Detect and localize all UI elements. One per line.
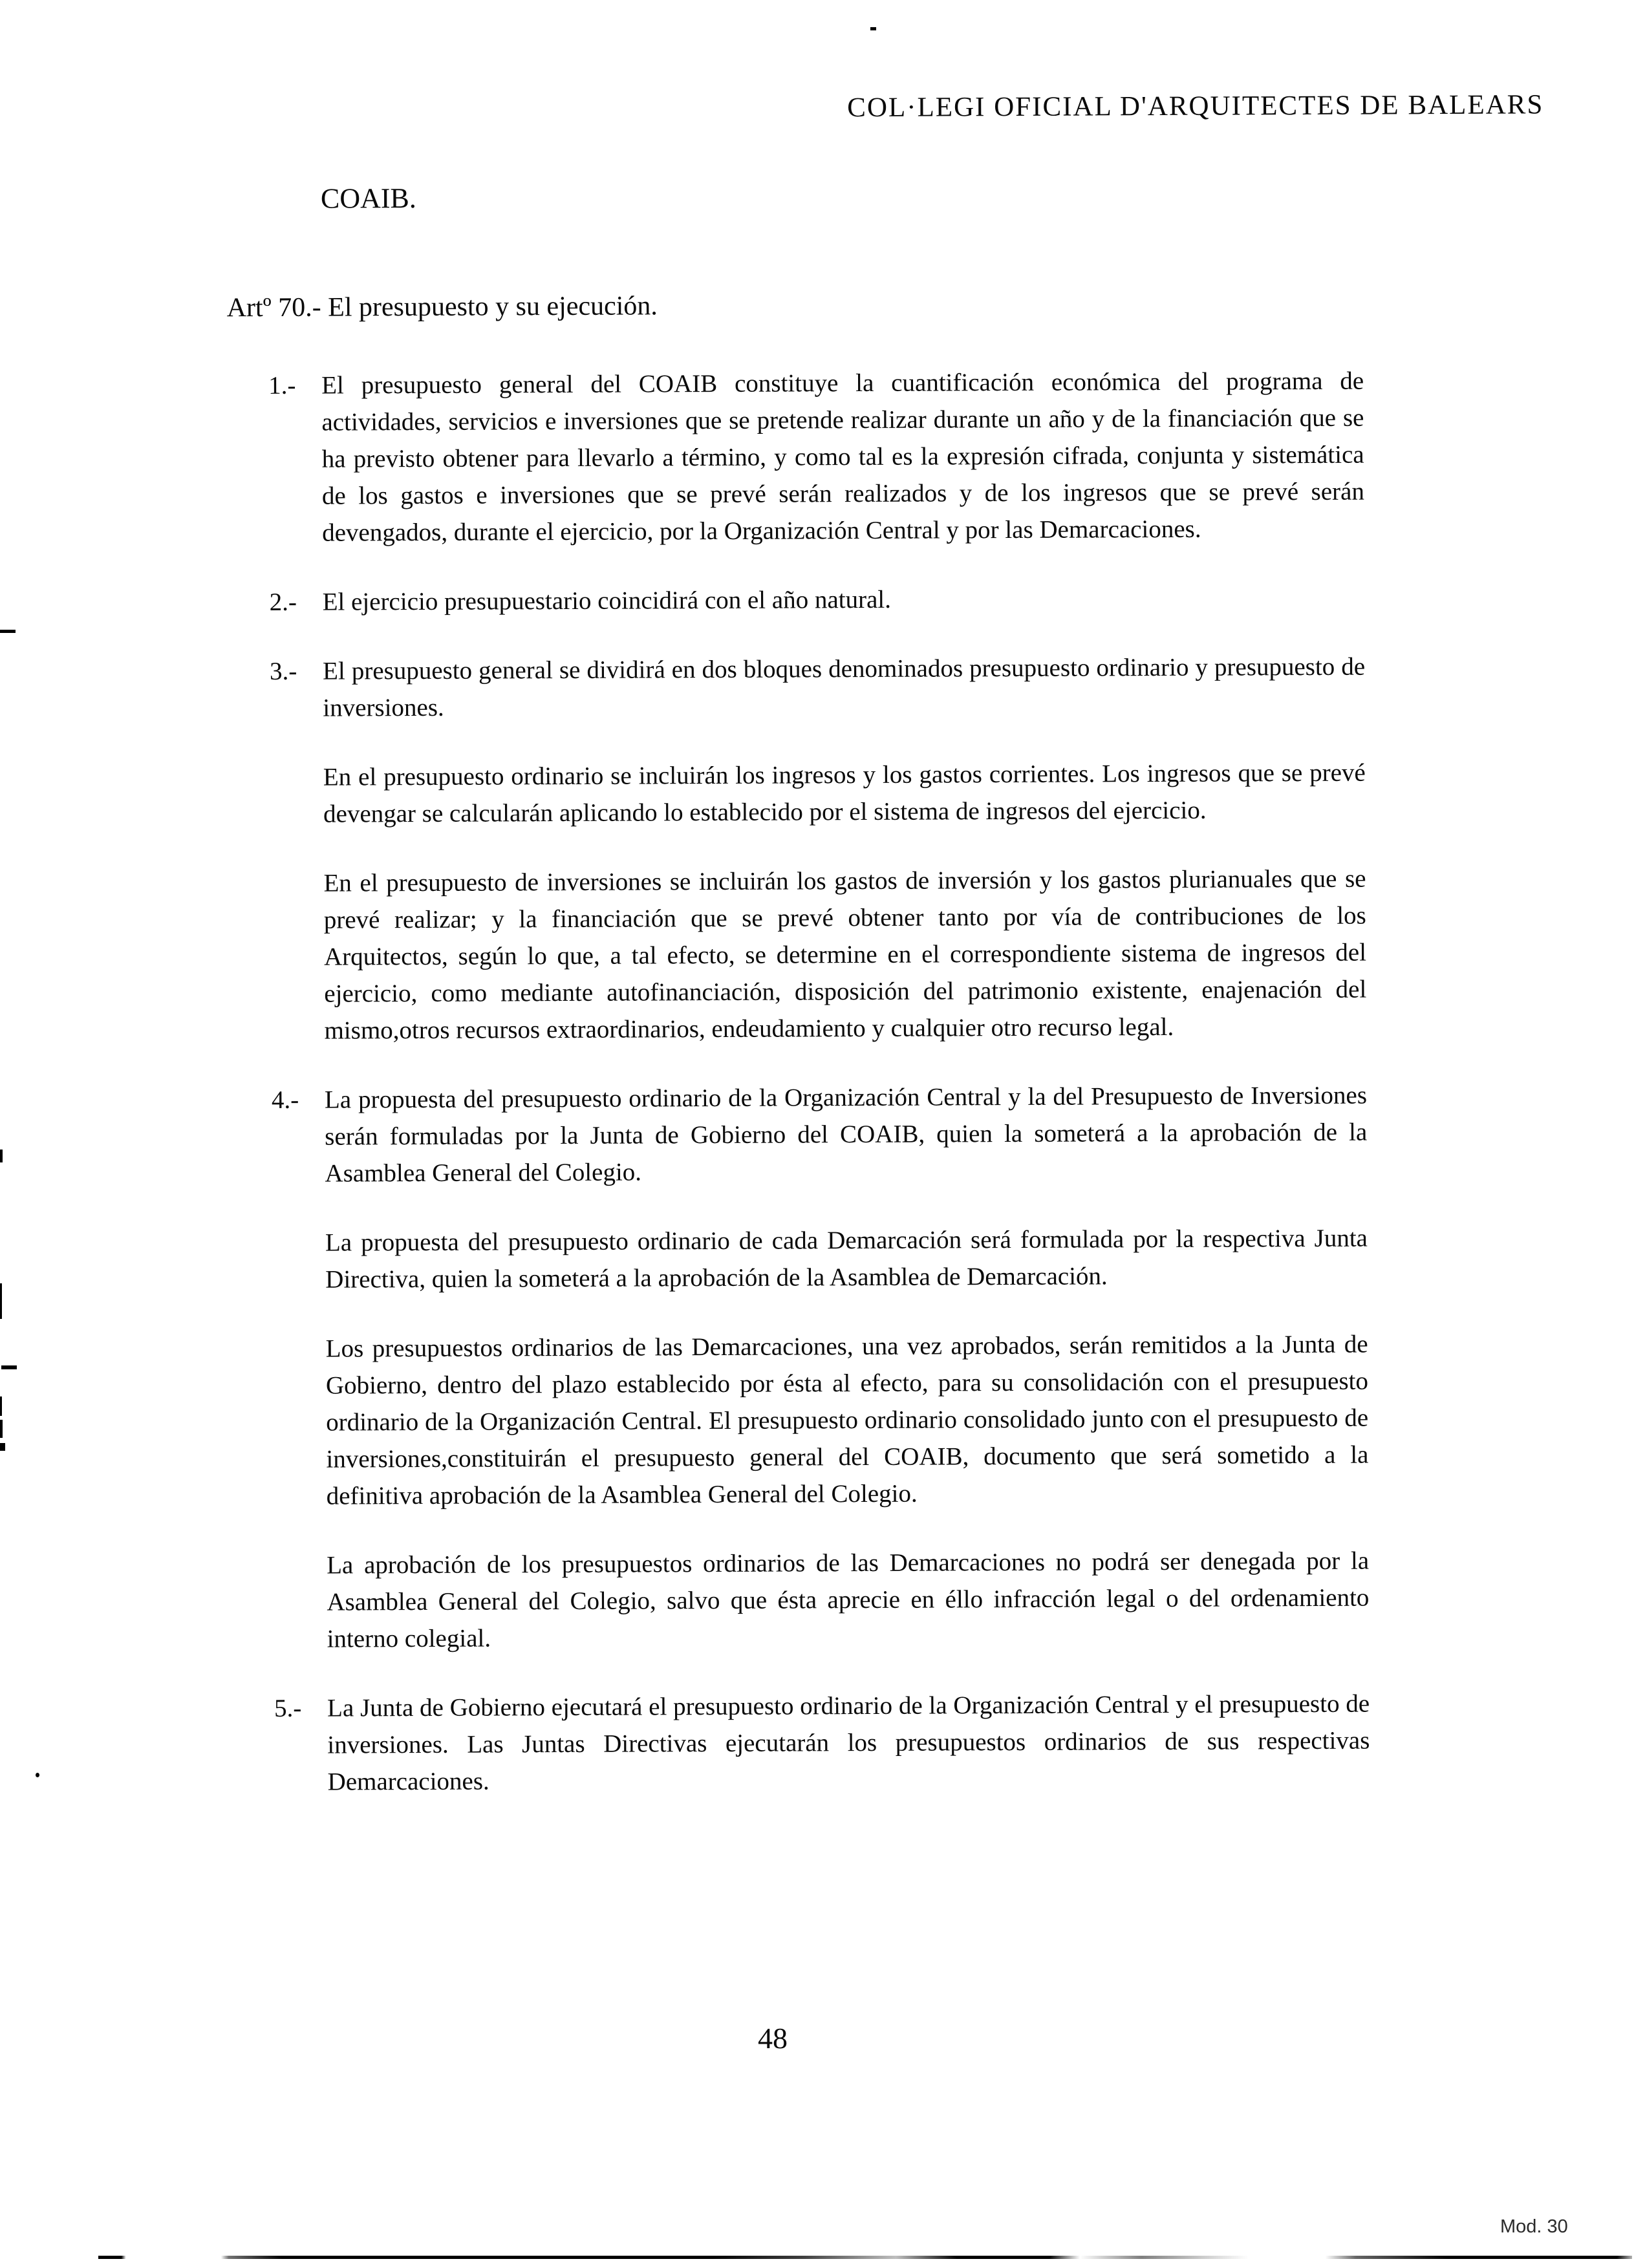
page-header-title: COL·LEGI OFICIAL D'ARQUITECTES DE BALEARS [847,89,1544,123]
scan-artifact [0,1396,2,1416]
item-number: 5.- [274,1694,302,1722]
list-item [270,648,1367,1049]
item-number: 4.- [271,1086,299,1114]
item-paragraphs [321,363,1364,551]
paragraph: La Junta de Gobierno ejecutará el presupuesto ordinario de la Organización Central y el presupuesto de inversiones. Las Juntas Directivas ejecutarán los presupuestos ordinarios de sus respectivas Demarcaciones. [327,1689,1370,1796]
paragraph: En el presupuesto ordinario se incluirán los ingresos y los gastos corrientes. Los ingresos que se prevé devengar se calcularán aplicando lo establecido por el sistema de ingresos del ejercicio. [323,758,1366,828]
list-item [270,579,1365,621]
scan-artifact [0,1420,3,1438]
list-item [268,363,1364,551]
bottom-rule [98,2256,1632,2259]
list-item [274,1685,1370,1801]
item-paragraphs [325,1077,1370,1658]
paragraph: El ejercicio presupuestario coincidirá con el año natural. [322,585,892,616]
item-paragraphs [323,648,1367,1049]
item-number: 3.- [270,657,297,686]
article-body [268,363,1370,1801]
paragraph: Los presupuestos ordinarios de las Demarcaciones, una vez aprobados, serán remitidos a la Junta de Gobierno, dentro del plazo establecido por ésta al efecto, para su consolidación con el presupuesto ordinario de la Organización Central. El presupuesto ordinario consolidado junto con el presupuesto de inversiones,constituirán el presupuesto general del COAIB, documento que será sometido a la definitiva aprobación de la Asamblea General del Colegio. [325,1330,1369,1510]
paragraph: La propuesta del presupuesto ordinario de cada Demarcación será formulada por la respectiva Junta Directiva, quien la someterá a la aprobación de la Asamblea de Demarcación. [325,1224,1368,1294]
form-model-label: Mod. 30 [1500,2216,1568,2237]
item-paragraphs [327,1685,1370,1801]
article-heading: Artº 70.- El presupuesto y su ejecución. [226,291,658,323]
scan-artifact [0,630,16,633]
item-number: 2.- [269,588,297,617]
paragraph: La propuesta del presupuesto ordinario de la Organización Central y la del Presupuesto de Inversiones serán formuladas por la Junta de Gobierno del COAIB, quien la someterá a la aprobación de la Asamblea General del Colegio. [324,1081,1368,1188]
page-number: 48 [758,2022,788,2055]
item-number: 1.- [268,371,296,400]
paragraph: La aprobación de los presupuestos ordinarios de las Demarcaciones no podrá ser denegada por la Asamblea General del Colegio, salvo que ésta aprecie en éllo infracción legal o del ordenamiento interno colegial. [327,1546,1370,1653]
paragraph: En el presupuesto de inversiones se incluirán los gastos de inversión y los gastos plurianuales que se prevé realizar; y la financiación que se prevé obtener tanto por vía de contribuciones de los Arquitectos, según lo que, a tal efecto, se determine en el correspondiente sistema de ingresos del ejercicio, como mediante autofinanciación, disposición del patrimonio existente, enajenación del mismo,otros recursos extraordinarios, endeudamiento y cualquier otro recurso legal. [323,864,1367,1045]
list-item [272,1077,1370,1658]
scan-artifact [0,1150,3,1162]
paragraph: El presupuesto general se dividirá en dos bloques denominados presupuesto ordinario y presupuesto de inversiones. [323,652,1366,722]
scan-artifact [36,1773,39,1777]
scan-artifact [870,27,876,30]
item-paragraphs [323,579,1365,621]
paragraph: El presupuesto general del COAIB constituye la cuantificación económica del programa de actividades, servicios e inversiones que se pretende realizar durante un año y de la financiación que se ha previsto obtener para llevarlo a término, y como tal es la expresión cifrada, conjunta y sistemática de los gastos e inversiones que se prevé serán realizados y de los ingresos que se prevé serán devengados, durante el ejercicio, por la Organización Central y por las Demarcaciones. [321,367,1365,547]
scan-artifact [0,1283,2,1319]
org-abbreviation: COAIB. [320,182,416,215]
scan-artifact [1,1365,17,1369]
scan-artifact [0,1443,5,1451]
